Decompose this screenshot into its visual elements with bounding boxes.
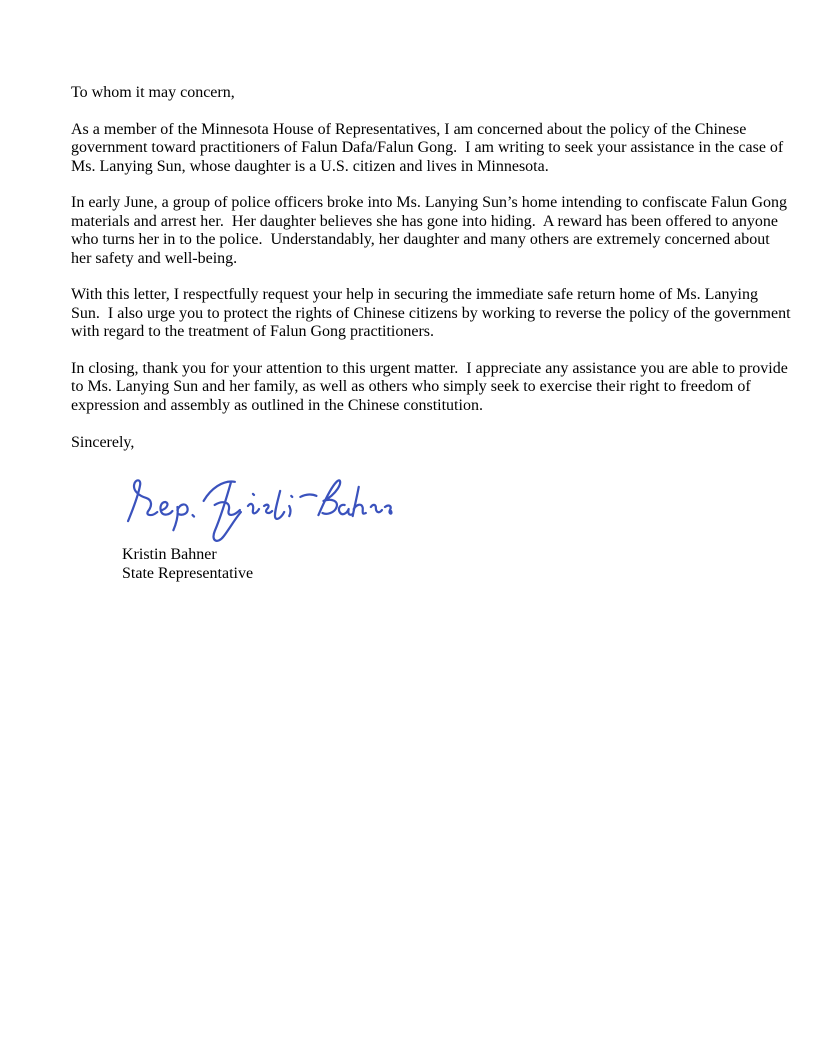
paragraph-intro: [71, 121, 797, 176]
paragraph-incident: [71, 194, 797, 268]
paragraph-line: In closing, thank you for your attention to this urgent matter. I appreciate any assistance you are able to provide: [71, 360, 788, 378]
signature-svg: [121, 470, 393, 542]
letter-body: [71, 84, 797, 583]
signer-title: State Representative: [122, 564, 254, 582]
handwritten-signature: [121, 470, 393, 542]
paragraph-closing: [71, 360, 797, 415]
paragraph-line: to Ms. Lanying Sun and her family, as well as others who simply seek to exercise their right to freedom of: [71, 378, 751, 396]
signature-ink: [128, 481, 391, 542]
paragraph-line: materials and arrest her. Her daughter believes she has gone into hiding. A reward has been offered to anyone: [71, 212, 779, 230]
paragraph-line: government toward practitioners of Falun Dafa/Falun Gong. I am writing to seek your assistance in the case of: [71, 139, 784, 157]
paragraph-line: Ms. Lanying Sun, whose daughter is a U.S. citizen and lives in Minnesota.: [71, 157, 549, 175]
paragraph-line: her safety and well-being.: [71, 249, 238, 267]
paragraph-line: with regard to the treatment of Falun Gong practitioners.: [71, 323, 435, 341]
paragraph-line: In early June, a group of police officers broke into Ms. Lanying Sun’s home intending to confiscate Falun Gong: [71, 194, 787, 212]
salutation: [71, 84, 797, 102]
paragraph-request: [71, 286, 797, 341]
signer-name: Kristin Bahner: [122, 546, 217, 564]
salutation-text: To whom it may concern,: [71, 84, 235, 101]
valediction: [71, 434, 797, 452]
signer-block: [122, 546, 797, 583]
paragraph-line: As a member of the Minnesota House of Representatives, I am concerned about the policy of the Chinese: [71, 120, 747, 138]
paragraph-line: who turns her in to the police. Understandably, her daughter and many others are extremely concerned about: [71, 231, 770, 249]
paragraph-line: expression and assembly as outlined in the Chinese constitution.: [71, 396, 483, 414]
valediction-text: Sincerely,: [71, 433, 135, 451]
paragraph-line: With this letter, I respectfully request your help in securing the immediate safe return home of Ms. Lanying: [71, 286, 758, 304]
paragraph-line: Sun. I also urge you to protect the rights of Chinese citizens by working to reverse the policy of the government: [71, 304, 791, 322]
